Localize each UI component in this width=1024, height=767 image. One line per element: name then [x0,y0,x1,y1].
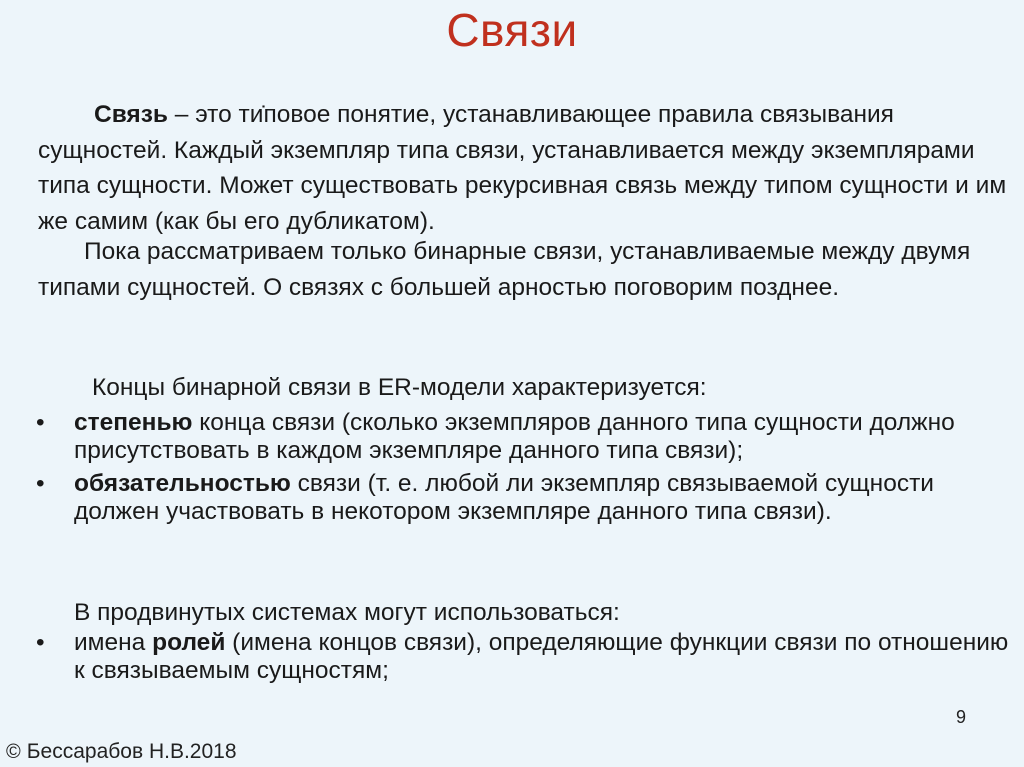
footer [6,740,237,764]
bullet-roles-rest: (имена концов связи), определяющие функции связи по отношению к связываемым сущностям; [74,629,1009,684]
bullet-mandatory-bold: обязательностью [74,470,291,497]
footer-author: Бессарабов Н.В.2018 [26,740,237,763]
bullet-degree-text [74,409,1009,464]
binary-relations-text: Пока рассматриваем только бинарные связи, устанавливаемые между двумя типами сущностей. О связях с большей арностью поговорим позднее. [38,238,971,301]
page-number: 9 [955,707,966,727]
definition-text: – это ти̇повое понятие, устанавливающее правила связывания сущностей. Каждый экземпляр типа связи, устанавливается между экземплярами типа сущности. Может существовать рекурсивная связь между типом сущности и им же самим (как бы его дубликатом). [38,101,1007,235]
bullet-degree-rest: конца связи (сколько экземпляров данного типа сущности должно присутствовать в каждом экземпляре данного типа связи); [74,409,955,464]
bullet-roles-prefix: имена [74,629,153,656]
term-bold: Связь [94,101,168,128]
ends-intro-paragraph: Концы бинарной связи в ER-модели характеризуется: [92,374,707,401]
bullet-marker: • [36,470,45,497]
bullet-mandatory-text [74,470,1009,525]
copyright-icon: © [6,741,21,763]
definition-paragraph [38,97,1010,239]
bullet-roles-text [74,629,1009,684]
bullet-marker: • [36,629,45,656]
bullet-degree-bold: степенью [74,409,193,436]
bullet-marker: • [36,409,45,436]
bullet-mandatory-rest: связи (т. е. любой ли экземпляр связываемой сущности должен участвовать в некотором экземпляре данного типа связи). [74,470,934,525]
advanced-systems-paragraph: В продвинутых системах могут использоваться: [74,599,620,626]
slide-title: Связи [446,4,578,56]
bullet-roles-bold: ролей [152,629,226,656]
binary-relations-paragraph [38,234,1010,305]
